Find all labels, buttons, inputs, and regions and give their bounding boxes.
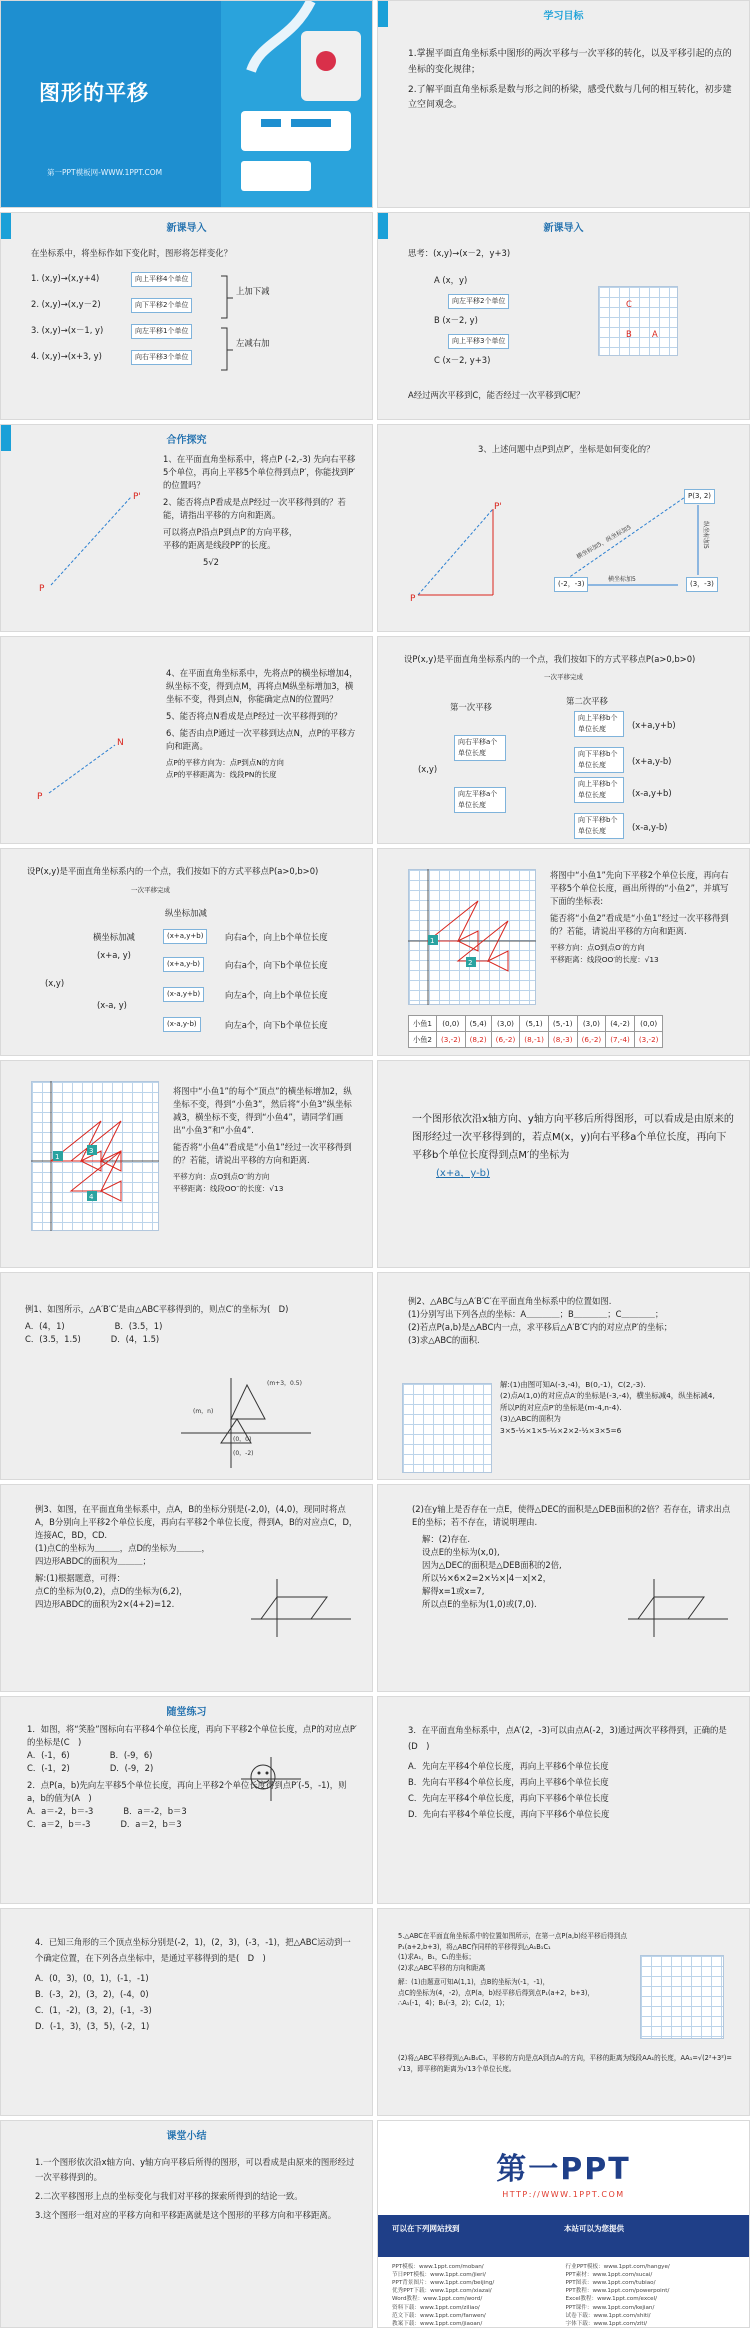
- fish-distance-2: 平移距离：线段OO′′的长度：√13: [173, 1183, 284, 1193]
- practice-q1: 1．如图，将“笑脸”图标向右平移4个单位长度，再向下平移2个单位长度，点P的对应点P′的坐标是(C ): [27, 1724, 357, 1748]
- example-2-grid: [402, 1383, 492, 1473]
- link[interactable]: PPT素材：www.1ppt.com/sucai/: [565, 2272, 653, 2279]
- step-2-label: 向上平移3个单位: [448, 334, 509, 349]
- tree-one-shot: 一次平移完成: [131, 886, 170, 894]
- q5-a3: ∴A₁(-1，4)；B₁(-3，2)；C₁(2，1)；: [398, 1999, 509, 2008]
- answer-3: 所以P的对应点P′的坐标是(m-4,n-4).: [500, 1402, 622, 1412]
- option-a: A．(4，1): [25, 1321, 65, 1332]
- tree-o4: (x-a,y-b): [163, 1017, 201, 1032]
- practice-slide-1: [0, 1696, 373, 1904]
- conclusion-text: 一个图形依次沿x轴方向、y轴方向平移后所得图形，可以看成是由原来的图形经过一次平移得到的，若点M(x，y)向右平移a个单位长度，再向下平移b个单位长度得到点M′的坐标为: [412, 1114, 734, 1161]
- q5-a1: 解：(1)由题意可知A(1,1)，点B的坐标为(-1，-1)，: [398, 1978, 550, 1987]
- slide-title: 新课导入: [543, 223, 584, 234]
- rule-3-result: 向左平移1个单位: [131, 324, 192, 339]
- medical-kit-illustration: [201, 1, 373, 208]
- think-body: [408, 247, 735, 400]
- practice-1-body: [27, 1723, 358, 1831]
- q1-options-ab: [27, 1749, 358, 1762]
- question-6: 6、能否由点P通过一次平移到达点N，点P的平移方向和距离。: [166, 728, 356, 752]
- q5-part-2-answer: [398, 2053, 735, 2074]
- q3-b: B．先向右平移4个单位长度，再向上平移6个单位长度: [408, 1776, 609, 1787]
- parallelogram-graph: [251, 1579, 351, 1639]
- tree-o2: (x+a,y-b): [163, 957, 204, 972]
- question-5: 5、能否将点N看成是点P经过一次平移得到的？: [166, 711, 342, 722]
- tree-y-change: 纵坐标加减: [165, 908, 207, 918]
- triangle-graph: [408, 495, 508, 605]
- tree-d1: 向右a个，向上b个单位长度: [225, 932, 328, 942]
- practice-q4: 4．已知三角形的三个顶点坐标分别是(-2，1)，(2，3)，(-3，-1)，把△ABC运动到一个确定位置，在下列各点坐标中，是通过平移得到的是( D ): [35, 1937, 351, 1963]
- example-3-slide: [0, 1484, 373, 1692]
- brand-endcard: [377, 2120, 750, 2328]
- intro-slide-1: [0, 212, 373, 420]
- example-2-body: [408, 1295, 735, 1347]
- q3-a: A．先向左平移4个单位长度，再向上平移6个单位长度: [408, 1760, 609, 1771]
- smiley-face-icon: [241, 1757, 301, 1801]
- edge-label-2: 横坐标加5: [608, 576, 636, 583]
- part-2-a3: 因为△DEC的面积是△DEB面积的2倍,: [422, 1560, 562, 1571]
- answer-5: 3×5-½×1×5-½×2×2-½×3×5=6: [500, 1425, 622, 1435]
- conclusion-answer: (x+a，y-b): [436, 1168, 490, 1179]
- link[interactable]: Excel教程：www.1ppt.com/excel/: [565, 2296, 658, 2303]
- tree-u2: 向左平移a个单位长度: [454, 787, 506, 813]
- summary-1: 1.一个图形依次沿x轴方向、y轴方向平移后所得的图形，可以看成是由原来的图形经过一次平移得到的。: [35, 2157, 355, 2183]
- group-2-rule: 左减右加: [236, 338, 270, 349]
- label-n: N: [117, 738, 124, 748]
- slide-title: 学习目标: [543, 11, 584, 22]
- tree-o1: (x+a,y+b): [163, 929, 207, 944]
- practice-q3: 3．在平面直角坐标系中，点A′(2，-3)可以由点A(-2，3)通过两次平移得到，正确的是(D ): [408, 1725, 727, 1751]
- links-left: [392, 2263, 566, 2328]
- fish-label-1: 1: [55, 1153, 60, 1161]
- tree-d4: 向左a个，向下b个单位长度: [225, 1020, 328, 1030]
- class-summary-slide: [0, 2120, 373, 2328]
- example-3-q1b: 四边形ABDC的面积为＿＿＿；: [35, 1556, 151, 1567]
- link[interactable]: PPT背景图片：www.1ppt.com/beijing/: [392, 2280, 495, 2287]
- q5-a4: (2)将△ABC平移得到△A₁B₁C₁，平移的方向是点A到点A₁的方向，平移的距离为线段AA₁的长度，AA₁=√(2²+3²)=: [398, 2054, 732, 2062]
- link[interactable]: 行业PPT模板：www.1ppt.com/hangye/: [565, 2264, 670, 2270]
- explore-body-3: [166, 667, 358, 780]
- label-p2: P': [494, 502, 502, 512]
- slide-title: 新课导入: [166, 223, 207, 234]
- link[interactable]: 优秀PPT下载：www.1ppt.com/xiazai/: [392, 2288, 492, 2295]
- rule-4-result: 向右平移3个单位: [131, 350, 192, 365]
- brand-logo: 第一PPT: [496, 2152, 631, 2187]
- step-1-label: 向左平移2个单位: [448, 294, 509, 309]
- fish-slide-1: [377, 848, 750, 1056]
- cell: (6,-2): [491, 1032, 520, 1048]
- cell: (0,0): [634, 1016, 663, 1032]
- rule-2-result: 向下平移2个单位: [131, 298, 192, 313]
- cell: (3,-2): [634, 1032, 663, 1048]
- q1-d: D．(-9，2): [109, 1763, 154, 1774]
- example-2-question: 例2、△ABC与△A′B′C′在平面直角坐标系中的位置如图.: [408, 1296, 612, 1306]
- goals-body: [408, 47, 735, 118]
- q5-a2: 点C的坐标为(4，-2)，点P(a，b)经平移后得到点P₁(a+2，b+3)，: [398, 1988, 594, 1997]
- example-3-a3: 四边形ABDC的面积为2×(4+2)=12.: [35, 1599, 175, 1610]
- cover-slide: [0, 0, 373, 208]
- summary-tree-slide-1: [377, 636, 750, 844]
- tree-m2: (x-a, y): [97, 1000, 127, 1010]
- options-row-1: [25, 1320, 358, 1333]
- fish-label-2: 2: [468, 959, 473, 967]
- box-mid: (3，-3): [686, 577, 718, 592]
- q2-c: C．a＝2，b＝-3: [27, 1819, 91, 1830]
- tree-first-step: 第一次平移: [450, 702, 492, 712]
- rule-2: 2. (x,y)→(x,y－2): [31, 299, 101, 310]
- options-row-2: [25, 1333, 358, 1346]
- tree-o3: (x-a,y+b): [632, 788, 672, 798]
- fish-direction-2: 平移方向：点O到点O′′的方向: [173, 1172, 270, 1182]
- tree-one-shot: 一次平移完成: [544, 673, 583, 681]
- point-b: B (x－2, y): [434, 315, 478, 326]
- cell: (6,-2): [577, 1032, 606, 1048]
- link[interactable]: 字体下载：www.1ppt.com/ziti/: [565, 2320, 648, 2327]
- tree-v1: 向上平移b个单位长度: [574, 711, 624, 737]
- part-2-a2: 设点E的坐标为(x,0),: [422, 1547, 500, 1558]
- question-1: 1、在平面直角坐标系中，将点P (-2,-3) 先向右平移5个单位，再向上平移5个单位得到点P′，你能找到P′的位置吗？: [163, 454, 356, 491]
- example-1-graph: [171, 1373, 321, 1473]
- fish-distance: 平移距离：线段OO′的长度：√13: [550, 954, 659, 964]
- option-c: C．(3.5，1.5): [25, 1334, 81, 1345]
- fish-drawing-2: [31, 1081, 159, 1231]
- fish-coordinate-table: [408, 1015, 663, 1048]
- link[interactable]: PPT教程：www.1ppt.com/powerpoint/: [565, 2288, 670, 2295]
- fish-label-4: 4: [89, 1193, 94, 1201]
- think-text: 思考：(x,y)→(x－2，y+3): [408, 248, 511, 258]
- summary-2: 2.二次平移图形上点的坐标变化与我们对平移的探索所得到的结论一致。: [35, 2191, 303, 2202]
- practice-slide-3: [0, 1908, 373, 2116]
- part-2-a4: 所以½×6×2=2×½×|4－x|×2，: [422, 1573, 552, 1584]
- summary-tree-slide-2: [0, 848, 373, 1056]
- coordinate-diagram: [538, 485, 738, 615]
- group-1-rule: 上加下减: [236, 286, 270, 297]
- slide-title: 课堂小结: [166, 2131, 207, 2142]
- tree-o3: (x-a,y+b): [163, 987, 204, 1002]
- q3-d: D．先向右平移4个单位长度，再向下平移6个单位长度: [408, 1808, 610, 1819]
- point-c: C (x－2, y+3): [434, 355, 491, 366]
- cell: (0,0): [436, 1016, 465, 1032]
- label-p: P: [39, 584, 45, 594]
- goal-2: 2.了解平面直角坐标系是数与形之间的桥梁，感受代数与几何的相互转化，初步建立空间观念。: [408, 84, 732, 111]
- think-steps: [408, 264, 735, 384]
- box-p: P(3, 2): [684, 489, 715, 504]
- slide-title: 随堂练习: [166, 1707, 207, 1718]
- grid-label-a: A: [652, 329, 658, 340]
- pill-box-icon: [241, 111, 351, 151]
- cell: (5,4): [465, 1016, 491, 1032]
- grid-label-b: B: [626, 329, 632, 340]
- band-right-title: 本站可以为您提供: [564, 2224, 624, 2233]
- q5-a5: √13，即平移的距离为√13个单位长度。: [398, 2064, 516, 2073]
- link[interactable]: PPT模板：www.1ppt.com/moban/: [392, 2264, 484, 2270]
- tree-v2: 向下平移b个单位长度: [574, 747, 624, 773]
- cover-title: 图形的平移: [39, 81, 149, 105]
- practice-q5: 5.△ABC在平面直角坐标系中的位置如图所示，在第一点P(a,b)经平移后得到点P₁(a+2,b+3)，将△ABC作同样的平移得到△A₁B₁C₁: [398, 1932, 627, 1951]
- link[interactable]: Word教程：www.1ppt.com/word/: [392, 2296, 483, 2303]
- cell: (4,-2): [606, 1016, 635, 1032]
- link[interactable]: 试卷下载：www.1ppt.com/shiti/: [565, 2312, 651, 2319]
- think-question: A经过两次平移到C，能否经过一次平移到C呢？: [408, 390, 585, 400]
- q5-part-1: (1)求A₁，B₁，C₁的坐标；: [398, 1953, 476, 1962]
- example-1-slide: [0, 1272, 373, 1480]
- explore-question: 3、上述问题中点P到点P′，坐标是如何变化的？: [478, 444, 655, 454]
- practice-2-body: [408, 1723, 735, 1823]
- cell: (8,-1): [520, 1032, 549, 1048]
- q4-c: C．(1，-2)，(3，2)，(-1，-3): [35, 2004, 152, 2015]
- cell: 小鱼1: [409, 1016, 437, 1032]
- graph-label-3: (0，0): [233, 1436, 252, 1443]
- answer-line-2: 平移的距离是线段PP′的长度。: [163, 540, 276, 551]
- conclusion-slide: [377, 1060, 750, 1268]
- explore-body: [163, 453, 358, 569]
- intro-slide-2: [377, 212, 750, 420]
- example-2-slide: [377, 1272, 750, 1480]
- question-4: 4、在平面直角坐标系中，先将点P的横坐标增加4，纵坐标不变，得到点M，再将点M纵坐标增加3，横坐标不变，得到点N，你能确定点N的位置吗？: [166, 668, 358, 705]
- slide-title: 合作探究: [166, 435, 207, 446]
- part-2-a6: 所以点E的坐标为(1,0)或(7,0).: [422, 1599, 537, 1610]
- fish-label-1: 1: [430, 937, 435, 945]
- q4-d: D．(-1，3)，(3，5)，(-2，1): [35, 2020, 150, 2031]
- rule-list: [31, 264, 358, 384]
- tree-u1: 向右平移a个单位长度: [454, 735, 506, 761]
- part-2-question: (2)在y轴上是否存在一点E，使得△DEC的面积是△DEB面积的2倍？若存在，请求出点E的坐标；若不存在，请说明理由.: [412, 1504, 731, 1528]
- fish-label-3: 3: [89, 1147, 94, 1155]
- tree-second-step: 第二次平移: [566, 696, 608, 706]
- cell: (3,0): [577, 1016, 606, 1032]
- fish-body-2: [173, 1085, 358, 1194]
- parallelogram-graph-2: [628, 1579, 728, 1639]
- cover-url: 第一PPT模板网-WWW.1PPT.COM: [47, 168, 163, 177]
- summary-body: [35, 2155, 358, 2228]
- example-1-body: [25, 1303, 358, 1346]
- fish-row-1: [409, 1016, 663, 1032]
- q4-b: B．(-3，2)，(3，2)，(-4，0): [35, 1988, 149, 1999]
- band-left-title: 可以在下列网站找到: [392, 2224, 460, 2233]
- q5-part-2: (2)求△ABC平移的方向和距离: [398, 1963, 486, 1972]
- link[interactable]: 节日PPT模板：www.1ppt.com/jieri/: [392, 2272, 486, 2279]
- cell: (3,-2): [436, 1032, 465, 1048]
- link-columns: [392, 2263, 739, 2328]
- example-3-a2: 点C的坐标为(0,2)，点D的坐标为(6,2)，: [35, 1586, 188, 1597]
- practice-4-body: [398, 1931, 629, 2009]
- q2-options-ab: [27, 1805, 358, 1818]
- fish-slide-2: [0, 1060, 373, 1268]
- tree-m1: (x+a, y): [97, 950, 131, 960]
- segment-graph-pn: [31, 707, 131, 817]
- q1-options-cd: [27, 1762, 358, 1775]
- fish-drawing: [408, 869, 536, 1005]
- distance-answer: 5√2: [203, 557, 219, 568]
- intro-body: [31, 247, 358, 384]
- tree-v4: 向下平移b个单位长度: [574, 813, 624, 839]
- graph-label-1: (m+3，0.5): [267, 1380, 302, 1387]
- fish-question-1: 将图中“小鱼1”先向下平移2个单位长度，再向右平移5个单位长度，画出所得的“小鱼2”，并填写下面的坐标表:: [550, 870, 729, 907]
- part-2-a5: 解得x=1或x=7,: [422, 1586, 485, 1597]
- brand-url: HTTP://WWW.1PPT.COM: [502, 2190, 625, 2199]
- point-a: A (x，y): [434, 275, 468, 286]
- fish-question-2: 能否将“小鱼2”看成是“小鱼1”经过一次平移得到的？若能，请说出平移的方向和距离.: [550, 913, 729, 937]
- rule-1: 1. (x,y)→(x,y+4): [31, 273, 100, 284]
- example-3-q1a: (1)点C的坐标为＿＿＿，点D的坐标为＿＿＿，: [35, 1543, 210, 1554]
- cell: (8,2): [465, 1032, 491, 1048]
- example-2-q2: (2)若点P(a,b)是△ABC内一点，求平移后△A′B′C′内的对应点P′的坐标；: [408, 1322, 673, 1333]
- q4-a: A．(0，3)，(0，1)，(-1，-1): [35, 1972, 149, 1983]
- tree-x-change: 横坐标加减: [93, 932, 135, 942]
- tree-d3: 向左a个，向上b个单位长度: [225, 990, 328, 1000]
- link[interactable]: PPT图表：www.1ppt.com/tubiao/: [565, 2280, 656, 2287]
- cell: (3,0): [491, 1016, 520, 1032]
- fish-question-4: 能否将“小鱼4”看成是“小鱼1”经过一次平移得到的？若能，请说出平移的方向和距离.: [173, 1142, 352, 1166]
- edge-label-3: 纵坐标加5: [702, 521, 709, 549]
- link[interactable]: 教案下载：www.1ppt.com/jiaoan/: [392, 2320, 483, 2327]
- learning-goals-slide: [377, 0, 750, 208]
- q1-c: C．(-1，2): [27, 1763, 70, 1774]
- conclusion-body: [412, 1111, 735, 1183]
- brand-band: [378, 2215, 749, 2257]
- cell: 小鱼2: [409, 1032, 437, 1048]
- rule-3: 3. (x,y)→(x－1, y): [31, 325, 104, 336]
- practice-q2: 2．点P(a，b)先向左平移5个单位长度，再向上平移2个单位长度得到点P′(-5，-1)，则a，b的值为(A ): [27, 1780, 347, 1804]
- example-2-q1: (1)分别写出下列各点的坐标：A＿＿＿＿；B＿＿＿＿；C＿＿＿＿；: [408, 1309, 664, 1320]
- goal-1: 1.掌握平面直角坐标系中图形的两次平移与一次平移的转化，以及平移引起的点的坐标的变化规律；: [408, 49, 732, 75]
- label-p2: P': [133, 492, 141, 502]
- label-p: P: [410, 594, 416, 604]
- practice-slide-2: [377, 1696, 750, 1904]
- option-b: B．(3.5，1): [114, 1321, 163, 1332]
- fish-direction: 平移方向：点O到点O′的方向: [550, 943, 645, 953]
- cell: (5,1): [520, 1016, 549, 1032]
- fish-row-2: [409, 1032, 663, 1048]
- rule-4: 4. (x,y)→(x+3, y): [31, 351, 102, 362]
- q1-b: B．(-9，6): [109, 1750, 153, 1761]
- q2-b: B．a＝-2，b＝3: [123, 1806, 187, 1817]
- answer-direction: 点P的平移方向为：点P到点N的方向: [166, 758, 284, 768]
- link[interactable]: 资料下载：www.1ppt.com/ziliao/: [392, 2304, 480, 2311]
- cell: (8,-3): [548, 1032, 577, 1048]
- fish-body: [550, 869, 735, 965]
- brace-icon: [219, 274, 235, 374]
- grid-graph: [598, 286, 678, 356]
- q3-c: C．先向左平移4个单位长度，再向下平移6个单位长度: [408, 1792, 609, 1803]
- fish-question-3: 将图中“小鱼1”的每个“顶点”的横坐标增加2，纵坐标不变，得到“小鱼3”，然后将“小鱼3”纵坐标减3，横坐标不变，得到“小鱼4”，请同学们画出“小鱼3”和“小鱼4”.: [173, 1086, 352, 1136]
- part-2-a1: 解：(2)存在.: [422, 1534, 471, 1545]
- q2-a: A．a＝-2，b＝-3: [27, 1806, 94, 1817]
- answer-1: 解:(1)由图可知A(-3,-4)，B(0,-1)，C(2,-3).: [500, 1380, 646, 1389]
- q5-grid: [640, 1955, 724, 2039]
- practice-slide-4: [377, 1908, 750, 2116]
- explore-slide-1: [0, 424, 373, 632]
- example-3-part-2-slide: [377, 1484, 750, 1692]
- cell: (7,-4): [606, 1032, 635, 1048]
- tree-heading: 设P(x,y)是平面直角坐标系内的一个点，我们按如下的方式平移点P(a>0,b>0): [404, 654, 696, 664]
- tree-o4: (x-a,y-b): [632, 822, 668, 832]
- intro-question: 在坐标系中，将坐标作如下变化时，图形将怎样变化？: [31, 248, 232, 258]
- q2-options-cd: [27, 1818, 358, 1831]
- tree-heading: 设P(x,y)是平面直角坐标系内的一个点，我们按如下的方式平移点P(a>0,b>0): [27, 866, 319, 876]
- links-right: [566, 2263, 740, 2328]
- tree-root: (x,y): [418, 764, 438, 774]
- option-d: D．(4，1.5): [110, 1334, 160, 1345]
- summary-3: 3.这个图形一组对应的平移方向和平移距离就是这个图形的平移方向和平移距离。: [35, 2210, 337, 2221]
- rule-1-result: 向上平移4个单位: [131, 272, 192, 287]
- example-2-answer: [500, 1379, 741, 1436]
- grid-label-c: C: [626, 299, 632, 310]
- question-2: 2、能否将点P看成是点P经过一次平移得到的？若能，请指出平移的方向和距离。: [163, 497, 346, 521]
- edge-label-1: 横坐标加5，纵坐标加5: [575, 523, 633, 561]
- answer-distance: 点P的平移距离为：线段PN的长度: [166, 769, 277, 779]
- box-start: (-2，-3): [554, 577, 588, 592]
- tree-d2: 向右a个，向下b个单位长度: [225, 960, 328, 970]
- example-1-question: 例1、如图所示，△A′B′C′是由△ABC平移得到的，则点C′的坐标为( D): [25, 1304, 289, 1314]
- practice-3-body: [35, 1935, 358, 2035]
- answer-2: (2)点A(1,0)的对应点A′的坐标是(-3,-4)，横坐标减4，纵坐标减4,: [500, 1391, 715, 1401]
- segment-graph: [31, 485, 141, 595]
- answer-4: (3)△ABC的面积为: [500, 1414, 561, 1424]
- label-p: P: [37, 792, 43, 802]
- explore-slide-2: [377, 424, 750, 632]
- explore-slide-3: [0, 636, 373, 844]
- example-3-question: 例3、如图，在平面直角坐标系中，点A，B的坐标分别是(-2,0)，(4,0)，现同时将点A，B分别向上平移2个单位长度，再向右平移2个单位长度，得到A，B的对应点C，D，连接AC，BD，CD.: [35, 1504, 358, 1541]
- example-2-q3: (3)求△ABC的面积.: [408, 1335, 480, 1346]
- tree-o2: (x+a,y-b): [632, 756, 672, 766]
- graph-label-2: (m，n): [193, 1408, 214, 1415]
- example-3-a1: 解:(1)根据题意，可得：: [35, 1573, 126, 1584]
- tree-v3: 向上平移b个单位长度: [574, 777, 624, 803]
- tree-o1: (x+a,y+b): [632, 720, 676, 730]
- tree-root: (x,y): [45, 978, 65, 988]
- cell: (5,-1): [548, 1016, 577, 1032]
- answer-line-1: 可以将点P沿点P到点P′的方向平移，: [163, 527, 298, 538]
- q1-a: A．(-1，6): [27, 1750, 70, 1761]
- link[interactable]: PPT课件：www.1ppt.com/kejian/: [565, 2304, 655, 2311]
- link[interactable]: 范文下载：www.1ppt.com/fanwen/: [392, 2312, 486, 2319]
- graph-label-4: (0，-2): [233, 1450, 254, 1457]
- q2-d: D．a＝2，b＝3: [120, 1819, 182, 1830]
